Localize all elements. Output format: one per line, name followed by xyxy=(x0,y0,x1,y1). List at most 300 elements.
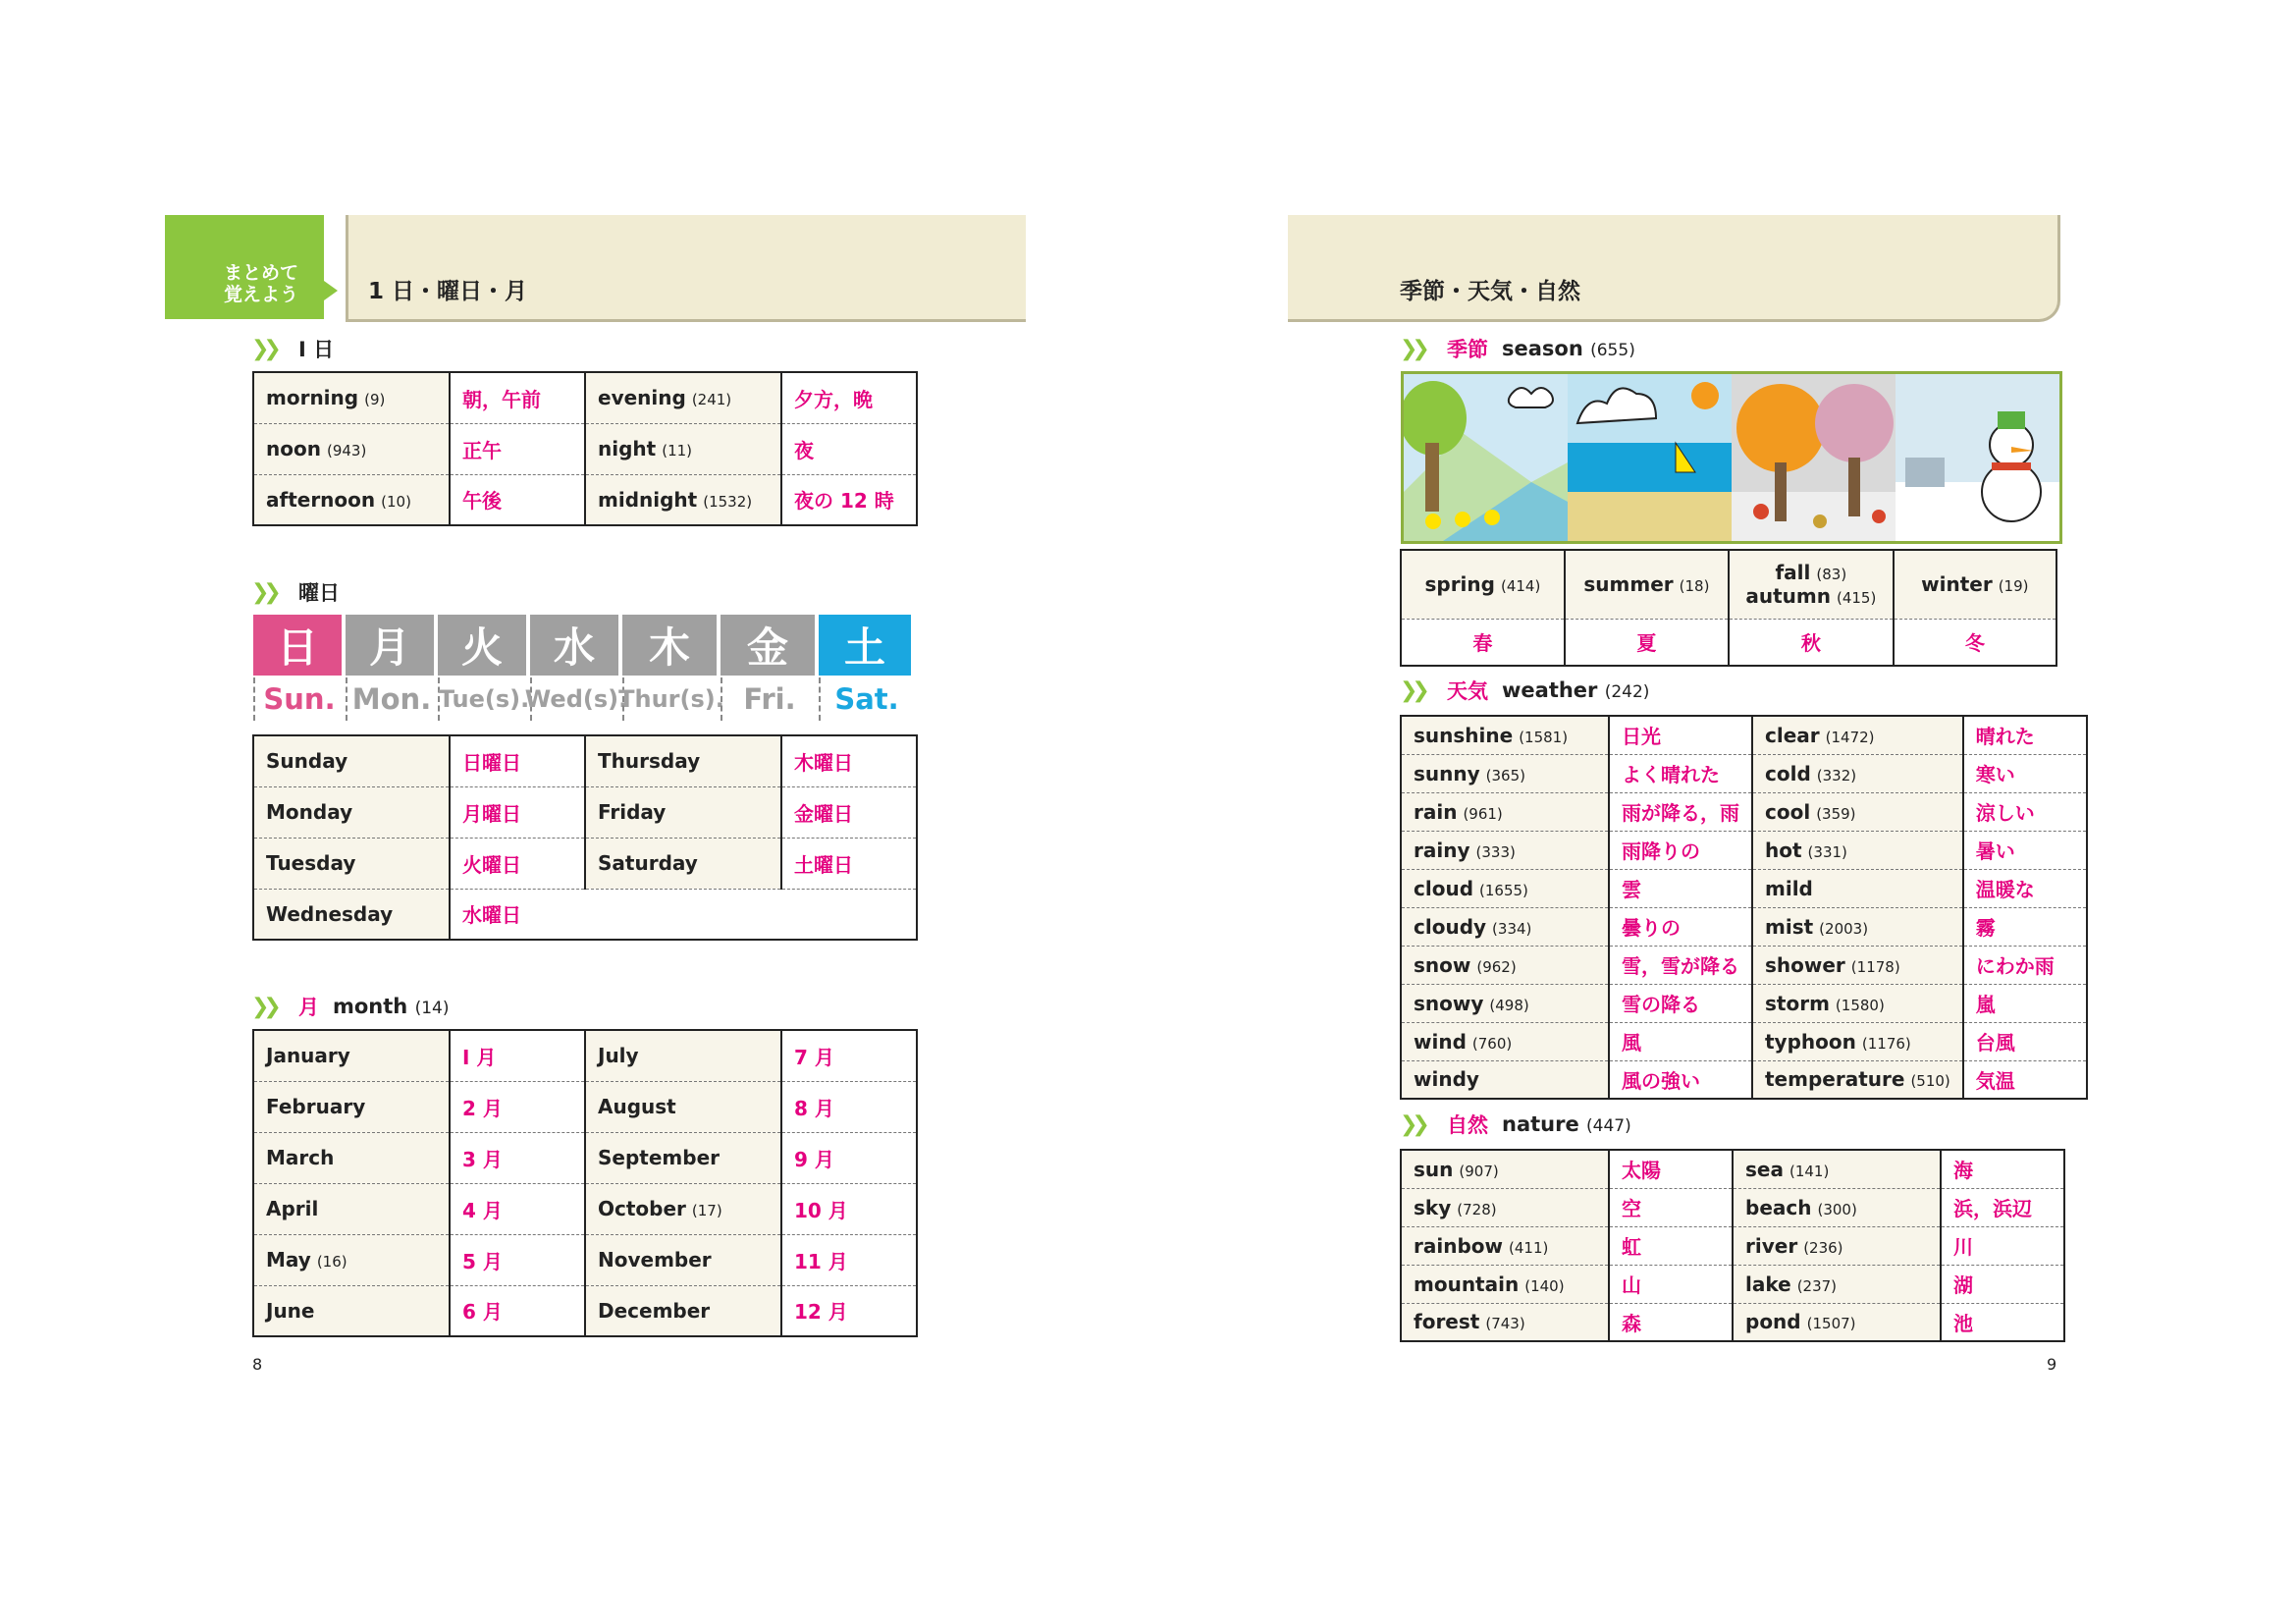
english-word: beach xyxy=(1745,1195,1812,1219)
english-word-cell xyxy=(1752,792,1963,831)
english-word: December xyxy=(598,1298,711,1323)
english-word-cell xyxy=(585,735,781,786)
weekday-kanji-tile: 水 xyxy=(530,615,618,676)
table-row xyxy=(253,1234,917,1285)
japanese-meaning-cell: 4 月 xyxy=(450,1183,585,1234)
japanese-meaning-cell: 夜の 12 時 xyxy=(781,474,917,525)
frequency-number: (17) xyxy=(691,1202,722,1219)
weekday-section-heading xyxy=(251,575,340,609)
japanese-meaning-cell: 嵐 xyxy=(1963,984,2087,1022)
table-row xyxy=(253,786,917,838)
japanese-meaning-cell: 3 月 xyxy=(450,1132,585,1183)
weekday-kanji-tile: 火 xyxy=(438,615,526,676)
table-row xyxy=(1401,984,2087,1022)
frequency-number: (11) xyxy=(662,442,693,460)
english-word: cold xyxy=(1765,761,1811,785)
japanese-meaning-cell: 木曜日 xyxy=(781,735,917,786)
japanese-meaning-cell: 10 月 xyxy=(781,1183,917,1234)
english-word-cell xyxy=(585,838,781,889)
japanese-meaning-cell: 火曜日 xyxy=(450,838,585,889)
memorize-badge xyxy=(165,215,324,319)
english-word: typhoon xyxy=(1765,1029,1856,1054)
japanese-meaning-cell: 暑い xyxy=(1963,831,2087,869)
month-section-jp: 月 xyxy=(298,996,319,1019)
english-word-cell xyxy=(1733,1265,1941,1303)
english-word-cell xyxy=(253,786,450,838)
japanese-meaning-cell: 気温 xyxy=(1963,1060,2087,1099)
weekday-abbreviation: Sat. xyxy=(819,677,913,721)
english-word-cell xyxy=(1401,1150,1609,1188)
frequency-number: (1507) xyxy=(1806,1315,1856,1333)
nature-section-jp: 自然 xyxy=(1447,1113,1488,1137)
frequency-number: (414) xyxy=(1500,577,1541,596)
left-header-title: 1 日・曜日・月 xyxy=(368,279,528,304)
chevron-right-icon: ❯❯ xyxy=(1400,1111,1424,1137)
chevron-right-icon: ❯❯ xyxy=(251,994,276,1019)
frequency-number: (365) xyxy=(1485,766,1525,785)
chevron-right-icon: ❯❯ xyxy=(1400,336,1424,361)
season-word-cell xyxy=(1401,550,1565,619)
season-illustration xyxy=(1401,371,2062,544)
english-word: Sunday xyxy=(266,749,348,774)
english-word-cell xyxy=(585,423,781,474)
table-row xyxy=(1401,550,2056,619)
english-word: windy xyxy=(1414,1067,1479,1092)
english-word: Friday xyxy=(598,800,667,824)
table-row xyxy=(1401,754,2087,792)
page-number-left: 8 xyxy=(252,1355,263,1374)
weekday-kanji-tile: 土 xyxy=(819,615,911,676)
english-word-cell xyxy=(1401,792,1609,831)
season-meaning-cell: 春 xyxy=(1401,619,1565,666)
table-row xyxy=(1401,716,2087,754)
weather-vocab-table xyxy=(1400,715,2088,1100)
frequency-number: (1178) xyxy=(1850,957,1900,976)
english-word-cell xyxy=(1752,946,1963,984)
season-meaning-cell: 夏 xyxy=(1565,619,1729,666)
left-header-bar xyxy=(346,215,1026,322)
english-word: March xyxy=(266,1146,335,1169)
japanese-meaning-cell: 5 月 xyxy=(450,1234,585,1285)
table-row xyxy=(1401,1303,2064,1341)
japanese-meaning-cell: 涼しい xyxy=(1963,792,2087,831)
table-row xyxy=(253,889,917,940)
english-word: river xyxy=(1745,1233,1798,1258)
frequency-number: (83) xyxy=(1816,566,1847,584)
badge-line2: 覚えよう xyxy=(224,284,299,305)
table-row xyxy=(1401,1022,2087,1060)
english-word: night xyxy=(598,437,657,460)
right-header-title: 季節・天気・自然 xyxy=(1400,279,1580,304)
frequency-number: (962) xyxy=(1476,957,1517,976)
japanese-meaning-cell: 7 月 xyxy=(781,1030,917,1081)
weekday-abbreviation: Mon. xyxy=(346,677,436,721)
frequency-number: (16) xyxy=(316,1253,347,1271)
english-word-cell xyxy=(1752,907,1963,946)
table-row xyxy=(253,423,917,474)
frequency-number: (1472) xyxy=(1825,728,1875,746)
english-word-cell xyxy=(585,1183,781,1234)
japanese-meaning-cell: 霧 xyxy=(1963,907,2087,946)
frequency-number: (331) xyxy=(1807,842,1847,861)
table-row xyxy=(253,1030,917,1081)
japanese-meaning-cell: 山 xyxy=(1609,1265,1733,1303)
day-section-title: I 日 xyxy=(298,338,335,361)
table-row xyxy=(1401,619,2056,666)
english-word-cell xyxy=(1752,1060,1963,1099)
table-row xyxy=(1401,869,2087,907)
english-word: Monday xyxy=(266,800,353,824)
japanese-meaning-cell: 晴れた xyxy=(1963,716,2087,754)
summer-illustration xyxy=(1568,374,1732,541)
english-word: Wednesday xyxy=(266,901,394,926)
weekday-abbreviation: Sun. xyxy=(253,677,344,721)
japanese-meaning-cell: 台風 xyxy=(1963,1022,2087,1060)
english-word-cell xyxy=(585,1285,781,1336)
english-word: mountain xyxy=(1414,1272,1520,1296)
japanese-meaning-cell: 2 月 xyxy=(450,1081,585,1132)
japanese-meaning-cell: 日光 xyxy=(1609,716,1752,754)
table-row xyxy=(253,1183,917,1234)
english-word: cloudy xyxy=(1414,914,1487,939)
english-word: August xyxy=(598,1095,676,1118)
table-row xyxy=(1401,1060,2087,1099)
weather-section-en: weather (242) xyxy=(1502,678,1650,702)
empty-cell xyxy=(585,889,781,940)
japanese-meaning-cell: I 月 xyxy=(450,1030,585,1081)
japanese-meaning-cell: 風 xyxy=(1609,1022,1752,1060)
japanese-meaning-cell: 雨が降る，雨 xyxy=(1609,792,1752,831)
japanese-meaning-cell: 温暖な xyxy=(1963,869,2087,907)
frequency-number: (19) xyxy=(1998,577,2029,596)
english-word: snowy xyxy=(1414,991,1484,1015)
english-word-cell xyxy=(1752,831,1963,869)
nature-section-heading xyxy=(1400,1108,1631,1141)
japanese-meaning-cell: 川 xyxy=(1941,1226,2064,1265)
frequency-number: (961) xyxy=(1463,804,1503,823)
frequency-number: (1581) xyxy=(1519,728,1569,746)
japanese-meaning-cell: 日曜日 xyxy=(450,735,585,786)
frequency-number: (728) xyxy=(1457,1200,1497,1218)
english-word-cell xyxy=(253,735,450,786)
english-word-cell xyxy=(1401,754,1609,792)
english-word: cloud xyxy=(1414,876,1474,900)
japanese-meaning-cell: 正午 xyxy=(450,423,585,474)
frequency-number: (18) xyxy=(1679,577,1710,596)
japanese-meaning-cell: 雪の降る xyxy=(1609,984,1752,1022)
english-word: rain xyxy=(1414,799,1458,824)
english-word: July xyxy=(598,1044,639,1068)
japanese-meaning-cell: 9 月 xyxy=(781,1132,917,1183)
english-word-cell xyxy=(1401,869,1609,907)
english-word-cell xyxy=(1733,1150,1941,1188)
table-row xyxy=(1401,831,2087,869)
english-word: midnight xyxy=(598,487,698,512)
frequency-number: (236) xyxy=(1803,1238,1843,1257)
table-row xyxy=(1401,1265,2064,1303)
table-row xyxy=(253,474,917,525)
frequency-number: (743) xyxy=(1485,1315,1525,1333)
season-section-en: season (655) xyxy=(1502,337,1635,360)
table-row xyxy=(253,1081,917,1132)
japanese-meaning-cell: 雨降りの xyxy=(1609,831,1752,869)
table-row xyxy=(253,838,917,889)
english-word: fall xyxy=(1775,561,1811,585)
japanese-meaning-cell: 午後 xyxy=(450,474,585,525)
english-word-cell xyxy=(1733,1303,1941,1341)
winter-illustration xyxy=(1896,374,2059,541)
english-word-cell xyxy=(1401,1303,1609,1341)
table-row xyxy=(253,735,917,786)
frequency-number: (237) xyxy=(1796,1276,1838,1295)
japanese-meaning-cell: 朝，午前 xyxy=(450,372,585,423)
english-word: spring xyxy=(1424,572,1495,597)
japanese-meaning-cell: 曇りの xyxy=(1609,907,1752,946)
frequency-number: (333) xyxy=(1475,842,1516,861)
spring-illustration xyxy=(1404,374,1568,541)
english-word-cell xyxy=(253,1183,450,1234)
weekday-abbreviation: Tue(s). xyxy=(438,677,528,721)
english-word-cell xyxy=(1401,1226,1609,1265)
chevron-right-icon: ❯❯ xyxy=(251,579,276,605)
weekday-kanji-tile: 木 xyxy=(622,615,717,676)
english-word-cell xyxy=(1752,984,1963,1022)
frequency-number: (334) xyxy=(1492,919,1532,938)
english-word: snow xyxy=(1414,952,1471,977)
frequency-number: (140) xyxy=(1524,1276,1565,1295)
japanese-meaning-cell: 夕方，晩 xyxy=(781,372,917,423)
japanese-meaning-cell: 海 xyxy=(1941,1150,2064,1188)
season-vocab-table xyxy=(1400,549,2057,667)
japanese-meaning-cell: 森 xyxy=(1609,1303,1733,1341)
month-section-en: month (14) xyxy=(333,995,450,1018)
english-word-cell xyxy=(253,423,450,474)
english-word: forest xyxy=(1414,1310,1480,1334)
english-word-cell xyxy=(1733,1188,1941,1226)
season-meaning-cell: 秋 xyxy=(1729,619,1894,666)
frequency-number: (411) xyxy=(1509,1238,1549,1257)
weekday-abbreviation: Fri. xyxy=(721,677,817,721)
japanese-meaning-cell: 金曜日 xyxy=(781,786,917,838)
table-row xyxy=(1401,946,2087,984)
english-word-cell xyxy=(1752,869,1963,907)
season-word-cell xyxy=(1894,550,2056,619)
japanese-meaning-cell: 6 月 xyxy=(450,1285,585,1336)
english-word-cell xyxy=(585,1081,781,1132)
badge-arrow-icon xyxy=(324,281,338,300)
frequency-number: (1655) xyxy=(1479,881,1528,899)
frequency-number: (1532) xyxy=(703,492,753,511)
english-word: autumn xyxy=(1745,584,1831,609)
english-word-cell xyxy=(585,1132,781,1183)
english-word-cell xyxy=(1401,946,1609,984)
japanese-meaning-cell: 風の強い xyxy=(1609,1060,1752,1099)
japanese-meaning-cell: にわか雨 xyxy=(1963,946,2087,984)
frequency-number: (10) xyxy=(381,492,411,511)
english-word-cell xyxy=(253,1081,450,1132)
frequency-number: (332) xyxy=(1816,766,1857,785)
english-word-cell xyxy=(1752,1022,1963,1060)
english-word: winter xyxy=(1921,572,1993,597)
english-word-cell xyxy=(253,889,450,940)
japanese-meaning-cell: 空 xyxy=(1609,1188,1733,1226)
english-word: noon xyxy=(266,437,321,460)
nature-vocab-table xyxy=(1400,1149,2065,1342)
weekday-kanji-tile: 金 xyxy=(721,615,815,676)
japanese-meaning-cell: よく晴れた xyxy=(1609,754,1752,792)
english-word-cell xyxy=(253,838,450,889)
english-word: April xyxy=(266,1197,319,1220)
table-row xyxy=(1401,1188,2064,1226)
english-word: May xyxy=(266,1248,311,1272)
english-word: sun xyxy=(1414,1157,1454,1181)
english-word: October xyxy=(598,1197,686,1220)
season-word-cell xyxy=(1565,550,1729,619)
frequency-number: (359) xyxy=(1816,804,1856,823)
season-meaning-cell: 冬 xyxy=(1894,619,2056,666)
frequency-number: (498) xyxy=(1489,996,1529,1014)
english-word-cell xyxy=(585,372,781,423)
english-word-cell xyxy=(1401,1265,1609,1303)
table-row xyxy=(1401,792,2087,831)
english-word-cell xyxy=(1752,754,1963,792)
english-word: mild xyxy=(1765,876,1813,900)
japanese-meaning-cell: 寒い xyxy=(1963,754,2087,792)
japanese-meaning-cell: 夜 xyxy=(781,423,917,474)
japanese-meaning-cell: 湖 xyxy=(1941,1265,2064,1303)
english-word: shower xyxy=(1765,952,1845,977)
english-word-cell xyxy=(253,1234,450,1285)
season-section-jp: 季節 xyxy=(1447,338,1488,361)
english-word: February xyxy=(266,1095,366,1118)
english-word-cell xyxy=(253,372,450,423)
english-word-cell xyxy=(1401,1022,1609,1060)
autumn-illustration xyxy=(1732,374,1896,541)
month-section-heading xyxy=(251,990,449,1023)
english-word: November xyxy=(598,1248,712,1272)
english-word-cell xyxy=(585,786,781,838)
english-word-cell xyxy=(1401,1188,1609,1226)
english-word: January xyxy=(266,1044,350,1068)
english-word: mist xyxy=(1765,914,1814,939)
english-word: cool xyxy=(1765,799,1811,824)
english-word: Thursday xyxy=(598,749,701,774)
japanese-meaning-cell: 浜，浜辺 xyxy=(1941,1188,2064,1226)
table-row xyxy=(253,1132,917,1183)
english-word: Tuesday xyxy=(266,851,356,875)
chevron-right-icon: ❯❯ xyxy=(251,336,276,361)
english-word-cell xyxy=(1401,831,1609,869)
english-word-cell xyxy=(1401,1060,1609,1099)
weekday-kanji-tile: 月 xyxy=(346,615,434,676)
english-word: pond xyxy=(1745,1310,1801,1334)
empty-cell xyxy=(781,889,917,940)
weekday-kanji-tile: 日 xyxy=(253,615,342,676)
day-vocab-table xyxy=(252,371,918,526)
english-word-cell xyxy=(253,474,450,525)
english-word: lake xyxy=(1745,1272,1791,1296)
english-word: morning xyxy=(266,386,359,410)
english-word: sunshine xyxy=(1414,723,1514,747)
frequency-number: (760) xyxy=(1471,1034,1513,1053)
japanese-meaning-cell: 虹 xyxy=(1609,1226,1733,1265)
frequency-number: (1580) xyxy=(1835,996,1885,1014)
weather-section-jp: 天気 xyxy=(1447,679,1488,703)
english-word-cell xyxy=(585,1030,781,1081)
frequency-number: (510) xyxy=(1910,1072,1950,1091)
english-word-cell xyxy=(253,1132,450,1183)
right-header-bar xyxy=(1288,215,2060,322)
english-word: sea xyxy=(1745,1157,1784,1181)
japanese-meaning-cell: 雪，雪が降る xyxy=(1609,946,1752,984)
english-word-cell xyxy=(1752,716,1963,754)
english-word: summer xyxy=(1583,572,1674,597)
nature-section-en: nature (447) xyxy=(1502,1112,1631,1136)
english-word: afternoon xyxy=(266,487,376,512)
japanese-meaning-cell: 雲 xyxy=(1609,869,1752,907)
page-number-right: 9 xyxy=(2047,1355,2057,1374)
table-row xyxy=(1401,1150,2064,1188)
japanese-meaning-cell: 月曜日 xyxy=(450,786,585,838)
japanese-meaning-cell: 池 xyxy=(1941,1303,2064,1341)
english-word-cell xyxy=(1401,907,1609,946)
english-word-cell xyxy=(585,474,781,525)
english-word: June xyxy=(266,1298,315,1323)
japanese-meaning-cell: 土曜日 xyxy=(781,838,917,889)
english-word-cell xyxy=(1401,984,1609,1022)
frequency-number: (141) xyxy=(1789,1162,1830,1180)
english-word-cell xyxy=(253,1285,450,1336)
english-word: rainbow xyxy=(1414,1233,1503,1258)
japanese-meaning-cell: 12 月 xyxy=(781,1285,917,1336)
english-word: wind xyxy=(1414,1029,1467,1054)
weekday-abbreviation: Thur(s). xyxy=(622,677,719,721)
frequency-number: (1176) xyxy=(1861,1034,1911,1053)
month-vocab-table xyxy=(252,1029,918,1337)
table-row xyxy=(253,1285,917,1336)
english-word-cell xyxy=(253,1030,450,1081)
english-word-cell xyxy=(1401,716,1609,754)
badge-line1: まとめて xyxy=(224,262,299,284)
frequency-number: (943) xyxy=(326,442,367,460)
frequency-number: (300) xyxy=(1817,1200,1857,1218)
frequency-number: (415) xyxy=(1836,589,1877,608)
english-word: Saturday xyxy=(598,851,698,875)
table-row xyxy=(1401,1226,2064,1265)
weekday-abbreviation: Wed(s). xyxy=(530,677,620,721)
japanese-meaning-cell: 太陽 xyxy=(1609,1150,1733,1188)
english-word: rainy xyxy=(1414,838,1470,862)
english-word: hot xyxy=(1765,838,1802,862)
season-word-cell xyxy=(1729,550,1894,619)
table-row xyxy=(253,372,917,423)
weather-section-heading xyxy=(1400,674,1649,707)
japanese-meaning-cell: 11 月 xyxy=(781,1234,917,1285)
english-word: storm xyxy=(1765,991,1830,1015)
english-word: September xyxy=(598,1146,720,1169)
english-word: temperature xyxy=(1765,1067,1905,1092)
english-word: evening xyxy=(598,386,686,410)
frequency-number: (9) xyxy=(364,391,386,409)
weekday-section-title: 曜日 xyxy=(298,581,340,605)
english-word: sunny xyxy=(1414,761,1480,785)
day-section-heading xyxy=(251,332,334,365)
chevron-right-icon: ❯❯ xyxy=(1400,677,1424,703)
frequency-number: (2003) xyxy=(1819,919,1869,938)
japanese-meaning-cell: 8 月 xyxy=(781,1081,917,1132)
table-row xyxy=(1401,907,2087,946)
english-word: clear xyxy=(1765,723,1820,747)
